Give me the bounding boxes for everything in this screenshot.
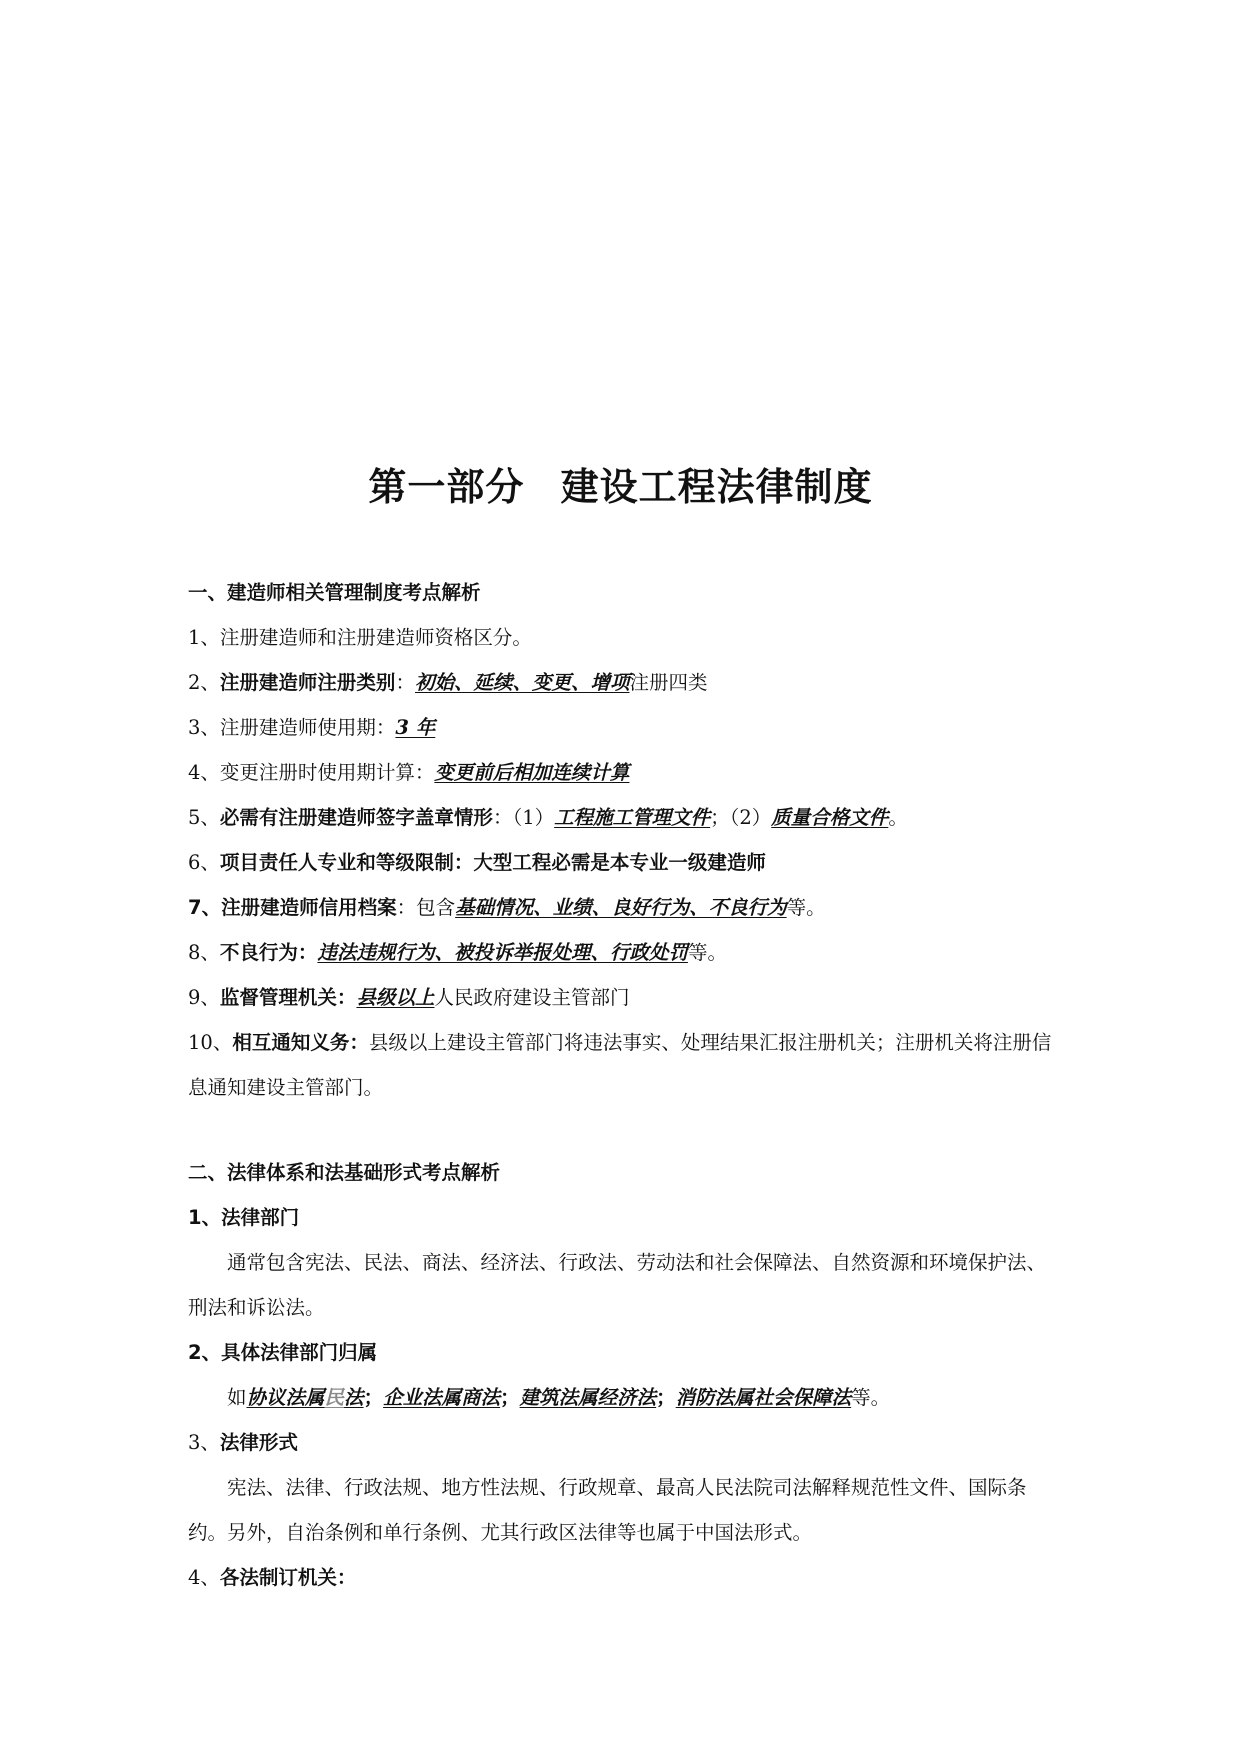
item-3	[188, 705, 1058, 750]
item-5-emphasis-2: 质量合格文件	[771, 806, 889, 829]
subsection-2-heading: 2、具体法律部门归属	[188, 1341, 378, 1364]
item-5-label: 必需有注册建造师签字盖章情形	[219, 806, 493, 829]
item-10	[188, 1020, 1058, 1110]
item-1: 1、注册建造师和注册建造师资格区分。	[188, 626, 532, 649]
item-3-emphasis: 3 年	[395, 716, 436, 739]
item-9-emphasis: 县级以上	[356, 986, 435, 1009]
subsection-2-text	[188, 1375, 1058, 1420]
item-2-suffix: 注册四类	[629, 671, 708, 694]
subsection-3-heading-line	[188, 1420, 1058, 1465]
subsection-3-prefix: 3、	[188, 1431, 220, 1454]
subsection-1-text: 通常包含宪法、民法、商法、经济法、行政法、劳动法和社会保障法、自然资源和环境保护法、刑法和诉讼法。	[188, 1251, 1047, 1319]
section-heading-2: 二、法律体系和法基础形式考点解析	[188, 1161, 501, 1184]
item-9	[188, 975, 1058, 1020]
item-4-prefix: 4、变更注册时使用期计算：	[188, 761, 435, 784]
item-7-label: 7、注册建造师信用档案	[188, 896, 397, 919]
subsection-4-heading: 各法制订机关：	[219, 1566, 357, 1589]
item-8-emphasis: 违法违规行为、被投诉举报处理、行政处罚	[317, 941, 688, 964]
document-body	[188, 570, 1058, 1600]
item-9-end: 人民政府建设主管部门	[434, 986, 630, 1009]
section-heading-1: 一、建造师相关管理制度考点解析	[188, 581, 481, 604]
item-9-prefix: 9、	[188, 986, 220, 1009]
item-7	[188, 885, 1058, 930]
subsection-3-text: 宪法、法律、行政法规、地方性法规、行政规章、最高人民法院司法解释规范性文件、国际条约。另外，自治条例和单行条例、尤其行政区法律等也属于中国法形式。	[188, 1476, 1027, 1544]
item-8-end: 等。	[687, 941, 727, 964]
item-8-prefix: 8、	[188, 941, 220, 964]
item-10-label: 相互通知义务：	[232, 1031, 369, 1054]
item-2-colon: ：	[395, 671, 415, 694]
item-3-prefix: 3、注册建造师使用期：	[188, 716, 396, 739]
emphasis-contract-law-a: 协议法属	[246, 1386, 325, 1409]
item-4	[188, 750, 1058, 795]
item-5-emphasis-1: 工程施工管理文件	[554, 806, 711, 829]
subsection-4-prefix: 4、	[188, 1566, 220, 1589]
item-10-prefix: 10、	[188, 1031, 233, 1054]
subsection-2-end: 等。	[851, 1386, 891, 1409]
page-title: 第一部分 建设工程法律制度	[368, 465, 873, 509]
item-5-end: 。	[888, 806, 908, 829]
item-5-prefix: 5、	[188, 806, 220, 829]
emphasis-contract-law-b: 民	[324, 1386, 345, 1409]
item-2	[188, 660, 1058, 705]
item-2-label: 注册建造师注册类别	[219, 671, 396, 694]
subsection-3-heading: 法律形式	[219, 1431, 298, 1454]
subsection-1-heading: 1、法律部门	[188, 1206, 300, 1229]
item-8-label: 不良行为：	[219, 941, 318, 964]
separator-3: ；	[656, 1386, 676, 1409]
item-9-label: 监督管理机关：	[219, 986, 357, 1009]
item-7-emphasis: 基础情况、业绩、良好行为、不良行为	[455, 896, 787, 919]
item-4-emphasis: 变更前后相加连续计算	[434, 761, 630, 784]
subsection-2-prefix: 如	[227, 1386, 247, 1409]
emphasis-fire-law: 消防法属社会保障法	[675, 1386, 852, 1409]
item-5-mid-1: ：（1）	[492, 806, 555, 829]
item-2-emphasis: 初始、延续、变更、增项	[414, 671, 630, 694]
separator-2: ；	[500, 1386, 520, 1409]
item-6	[188, 840, 1058, 885]
item-6-prefix: 6、	[188, 851, 220, 874]
item-2-prefix: 2、	[188, 671, 220, 694]
item-10-text: 县级以上建设主管部门将违法事实、处理结果汇报注册机关；注册机关将注册信息通知建设主管部门。	[188, 1031, 1052, 1099]
item-6-label: 项目责任人专业和等级限制：大型工程必需是本专业一级建造师	[219, 851, 766, 874]
emphasis-enterprise-law: 企业法属商法	[383, 1386, 501, 1409]
item-7-mid: ：包含	[396, 896, 456, 919]
subsection-4-heading-line	[188, 1555, 1058, 1600]
emphasis-construction-law: 建筑法属经济法	[519, 1386, 657, 1409]
item-5-mid-2: ；（2）	[710, 806, 772, 829]
item-5	[188, 795, 1058, 840]
separator-1: ；	[363, 1386, 384, 1409]
emphasis-contract-law-c: 法	[344, 1386, 364, 1409]
item-7-end: 等。	[786, 896, 826, 919]
item-8	[188, 930, 1058, 975]
